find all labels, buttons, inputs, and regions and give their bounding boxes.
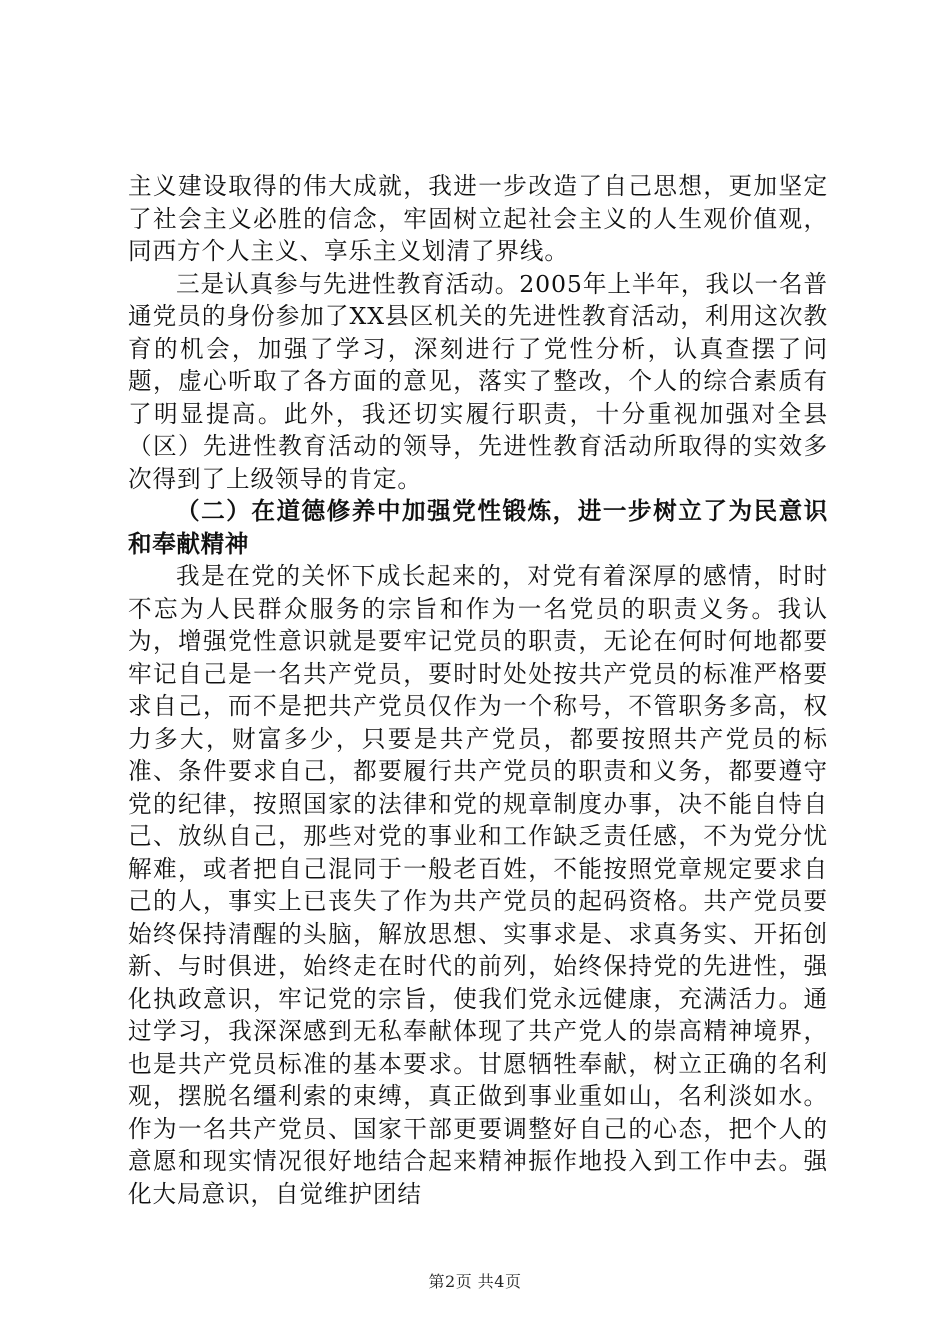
page-footer: 第2页 共4页 (428, 1272, 522, 1291)
paragraph-education-activity: 三是认真参与先进性教育活动。2005年上半年，我以一名普通党员的身份参加了XX县区机关的先进性教育活动，利用这次教育的机会，加强了学习，深刻进行了党性分析，认真查摆了问题，虚心听取了各方面的意见，落实了整改，个人的综合素质有了明显提高。此外，我还切实履行职责，十分重视加强对全县（区）先进性教育活动的领导，先进性教育活动所取得的实效多次得到了上级领导的肯定。 (128, 269, 828, 493)
paragraph-party-spirit: 我是在党的关怀下成长起来的，对党有着深厚的感情，时时不忘为人民群众服务的宗旨和作为一名党员的职责义务。我认为，增强党性意识就是要牢记党员的职责，无论在何时何地都要牢记自己是一名共产党员，要时时处处按共产党员的标准严格要求自己，而不是把共产党员仅作为一个称号，不管职务多高，权力多大，财富多少，只要是共产党员，都要按照共产党员的标准、条件要求自己，都要履行共产党员的职责和义务，都要遵守党的纪律，按照国家的法律和党的规章制度办事，决不能自恃自己、放纵自己，那些对党的事业和工作缺乏责任感，不为党分忧解难，或者把自己混同于一般老百姓，不能按照党章规定要求自己的人，事实上已丧失了作为共产党员的起码资格。共产党员要始终保持清醒的头脑，解放思想、实事求是、求真务实、开拓创新、与时俱进，始终走在时代的前列，始终保持党的先进性，强化执政意识，牢记党的宗旨，使我们党永远健康，充满活力。通过学习，我深深感到无私奉献体现了共产党人的崇高精神境界，也是共产党员标准的基本要求。甘愿牺牲奉献，树立正确的名利观，摆脱名缰利索的束缚，真正做到事业重如山，名利淡如水。作为一名共产党员、国家干部更要调整好自己的心态，把个人的意愿和现实情况很好地结合起来精神振作地投入到工作中去。强化大局意识，自觉维护团结 (128, 562, 828, 1208)
section-heading: （二）在道德修养中加强党性锻炼，进一步树立了为民意识和奉献精神 (128, 497, 828, 558)
document-body (128, 170, 828, 1210)
paragraph-continuation: 主义建设取得的伟大成就，我进一步改造了自己思想，更加坚定了社会主义必胜的信念，牢固树立起社会主义的人生观价值观，同西方个人主义、享乐主义划清了界线。 (128, 172, 828, 265)
